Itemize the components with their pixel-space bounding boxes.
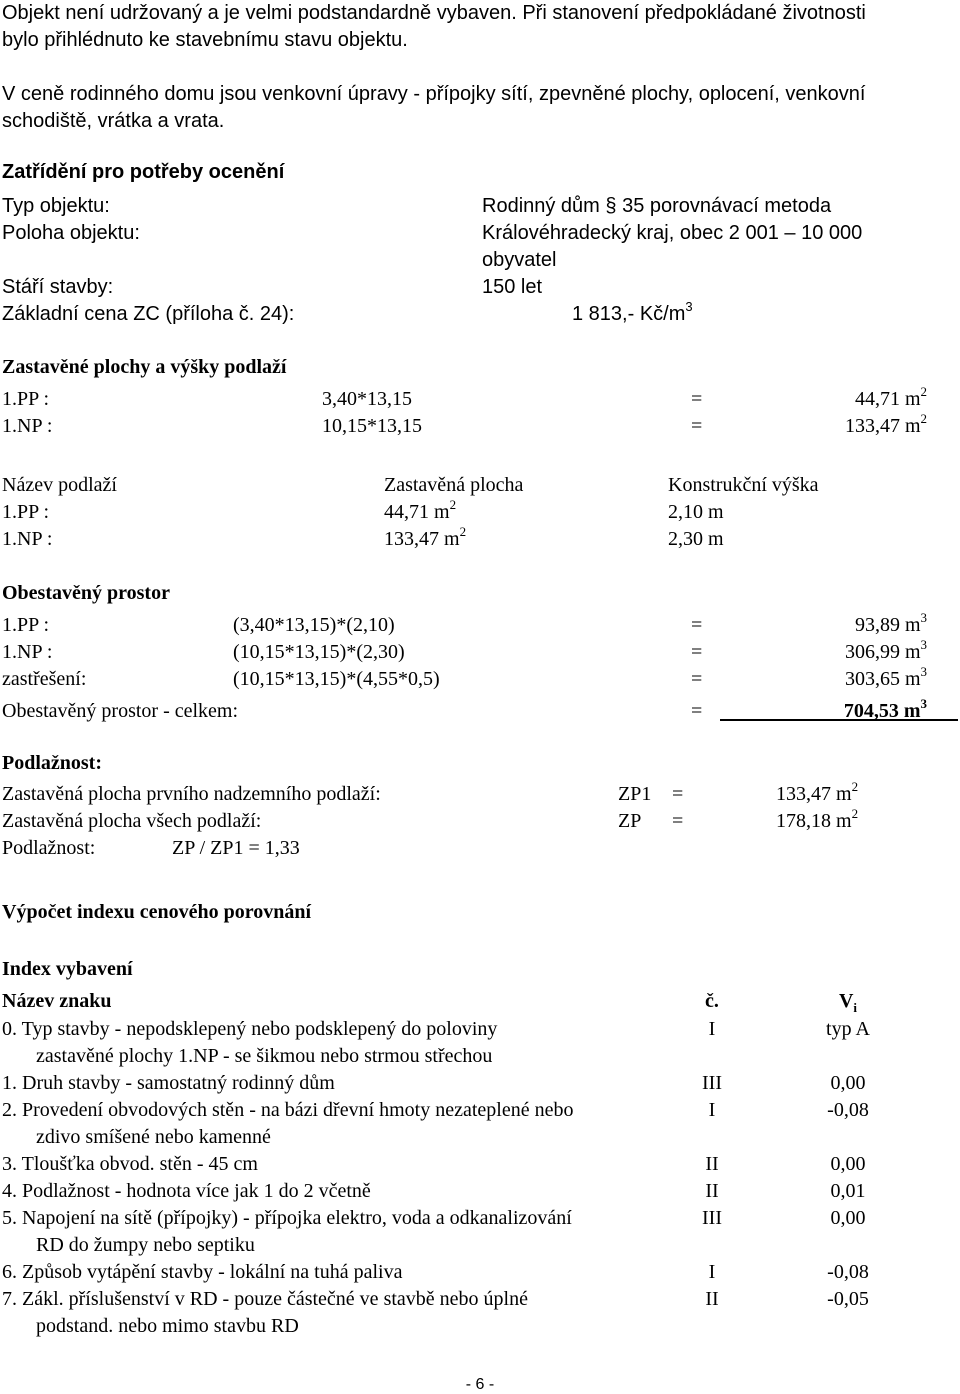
floor-row-height: 2,10 m [668, 501, 724, 523]
age-value: 150 let [482, 276, 543, 298]
built-area-value: 133,47 $m^2$ [844, 411, 927, 437]
index-item-text: 6. Způsob vytápění stavby - lokální na tuhá paliva [2, 1261, 403, 1283]
index-item-text-cont: podstand. nebo mimo stavbu RD [36, 1315, 299, 1337]
floor-table-header-name: Název podlaží [2, 474, 117, 496]
built-area-eq: = [691, 388, 703, 410]
index-item-value: -0,08 [827, 1261, 869, 1283]
floor-ratio-row2-label: Zastavěná plocha všech podlaží: [2, 810, 262, 832]
built-area-formula: 10,15*13,15 [322, 415, 422, 437]
floor-ratio-label: Podlažnost: [2, 837, 96, 859]
floor-table-header-height: Konstrukční výška [668, 474, 819, 496]
built-area-floor: 1.PP : [2, 388, 50, 410]
index-item-text-cont: RD do žumpy nebo septiku [36, 1234, 255, 1256]
index-item-text: 3. Tloušťka obvod. stěn - 45 cm [2, 1153, 258, 1175]
index-col-name: Název znaku [2, 990, 112, 1012]
floor-row-name: 1.NP : [2, 528, 53, 550]
floor-ratio-row1-value: 133,47 $m^2$ [776, 779, 859, 805]
index-item-value: 0,00 [830, 1207, 866, 1229]
index-item-text: 0. Typ stavby - nepodsklepený nebo podsklepený do poloviny [2, 1018, 498, 1040]
index-item-no: II [705, 1153, 719, 1175]
floor-ratio-row1-eq: = [672, 783, 684, 805]
index-item-no: II [705, 1180, 719, 1202]
floor-ratio-value: ZP / ZP1 = 1,33 [172, 837, 300, 859]
floor-ratio-heading: Podlažnost: [2, 752, 102, 774]
volume-row-label: 1.NP : [2, 641, 53, 663]
index-item-value: 0,00 [830, 1072, 866, 1094]
built-area-floor: 1.NP : [2, 415, 53, 437]
index-item-no: I [708, 1018, 716, 1040]
volume-row-formula: (10,15*13,15)*(4,55*0,5) [233, 668, 440, 690]
index-item-text-cont: zdivo smíšené nebo kamenné [36, 1126, 271, 1148]
built-area-formula: 3,40*13,15 [322, 388, 412, 410]
floor-table-header-area: Zastavěná plocha [384, 474, 524, 496]
floor-ratio-row2-value: 178,18 $m^2$ [776, 806, 859, 832]
index-item-value: -0,08 [827, 1099, 869, 1121]
index-item-value: 0,01 [830, 1180, 866, 1202]
built-area-eq: = [691, 415, 703, 437]
volume-row-eq: = [691, 668, 703, 690]
type-value: Rodinný dům § 35 porovnávací metoda [482, 195, 832, 217]
index-item-no: III [702, 1072, 722, 1094]
index-item-value: -0,05 [827, 1288, 869, 1310]
floor-ratio-row2-eq: = [672, 810, 684, 832]
age-label: Stáří stavby: [2, 276, 114, 298]
intro-line-2: bylo přihlédnuto ke stavebnímu stavu objektu. [2, 29, 408, 51]
price-value: 1 813,- $Kč/m^3$ [572, 299, 693, 325]
location-value-2: obyvatel [482, 249, 557, 271]
index-item-text: 7. Zákl. příslušenství v RD - pouze částečné ve stavbě nebo úplné [2, 1288, 528, 1310]
price-label: Základní cena ZC (příloha č. 24): [2, 303, 295, 325]
volume-heading: Obestavěný prostor [2, 582, 170, 604]
index-item-text-cont: zastavěné plochy 1.NP - se šikmou nebo strmou střechou [36, 1045, 493, 1067]
index-heading: Výpočet indexu cenového porovnání [2, 901, 312, 923]
floor-row-height: 2,30 m [668, 528, 724, 550]
volume-row-label: zastřešení: [2, 668, 87, 690]
volume-total-value: 704,53 $m^3$ [843, 696, 927, 722]
index-item-value: typ A [826, 1018, 870, 1040]
page-number: - 6 - [465, 1376, 495, 1393]
floor-row-area: 44,71 $m^2$ [384, 497, 457, 523]
intro-line-3: V ceně rodinného domu jsou venkovní úpravy - přípojky sítí, zpevněné plochy, oplocení, venkovní [2, 83, 866, 105]
index-item-no: II [705, 1288, 719, 1310]
volume-row-eq: = [691, 614, 703, 636]
volume-row-value: 306,99 $m^3$ [844, 637, 927, 663]
index-item-text: 2. Provedení obvodových stěn - na bázi dřevní hmoty nezateplené nebo [2, 1099, 574, 1121]
volume-total-label: Obestavěný prostor - celkem: [2, 700, 239, 722]
floor-ratio-row1-label: Zastavěná plocha prvního nadzemního podlaží: [2, 783, 381, 805]
built-areas-heading: Zastavěné plochy a výšky podlaží [2, 356, 287, 378]
index-item-no: I [708, 1261, 716, 1283]
floor-ratio-row1-sym: ZP1 [618, 783, 652, 805]
volume-row-value: 303,65 $m^3$ [844, 664, 927, 690]
index-item-text: 1. Druh stavby - samostatný rodinný dům [2, 1072, 335, 1094]
floor-row-area: 133,47 $m^2$ [384, 524, 467, 550]
location-value-1: Královéhradecký kraj, obec 2 001 – 10 000 [482, 222, 863, 244]
volume-row-value: 93,89 $m^3$ [854, 610, 927, 636]
index-col-v: $V_i$ [838, 990, 858, 1015]
volume-total-eq: = [691, 700, 703, 722]
volume-row-formula: (3,40*13,15)*(2,10) [233, 614, 395, 636]
intro-line-1: Objekt není udržovaný a je velmi podstandardně vybaven. Při stanovení předpokládané životnosti [2, 2, 866, 24]
index-col-no: č. [705, 990, 719, 1012]
index-item-text: 4. Podlažnost - hodnota více jak 1 do 2 včetně [2, 1180, 371, 1202]
volume-row-label: 1.PP : [2, 614, 50, 636]
index-item-value: 0,00 [830, 1153, 866, 1175]
index-subheading: Index vybavení [2, 958, 133, 980]
floor-row-name: 1.PP : [2, 501, 50, 523]
index-item-no: III [702, 1207, 722, 1229]
built-area-value: 44,71 $m^2$ [854, 384, 927, 410]
type-label: Typ objektu: [2, 195, 110, 217]
volume-row-eq: = [691, 641, 703, 663]
intro-line-4: schodiště, vrátka a vrata. [2, 110, 225, 132]
location-label: Poloha objektu: [2, 222, 140, 244]
volume-row-formula: (10,15*13,15)*(2,30) [233, 641, 405, 663]
index-item-text: 5. Napojení na sítě (přípojky) - přípojka elektro, voda a odkanalizování [2, 1207, 572, 1229]
floor-ratio-row2-sym: ZP [618, 810, 642, 832]
classification-heading: Zatřídění pro potřeby ocenění [2, 161, 285, 183]
index-item-no: I [708, 1099, 716, 1121]
